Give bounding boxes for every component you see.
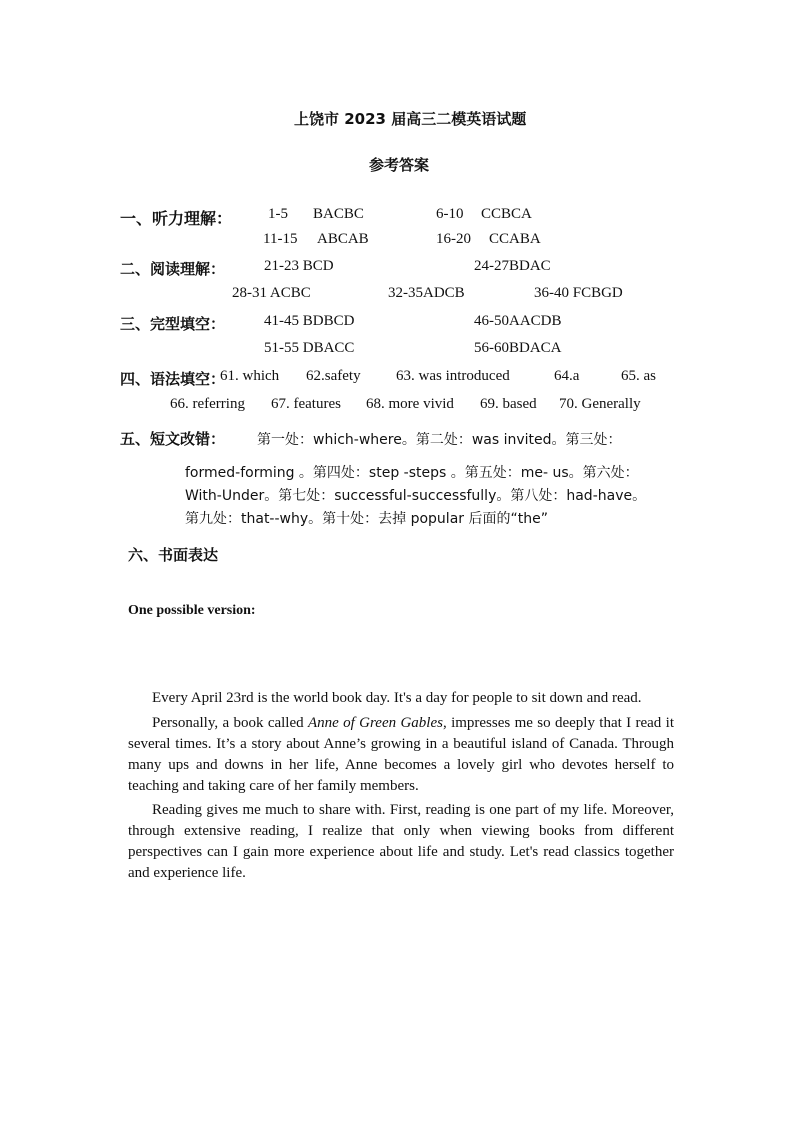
answer-item: 65. as (621, 368, 656, 384)
answer-value: CCBCA (481, 206, 532, 222)
answer-item: 24-27BDAC (474, 258, 551, 274)
answer-item: 70. Generally (559, 396, 641, 412)
answer-item: 41-45 BDBCD (264, 313, 355, 329)
essay-paragraph-2 (128, 713, 674, 797)
page-subtitle: 参考答案 (369, 156, 430, 174)
answer-item: 56-60BDACA (474, 340, 562, 356)
answer-value: CCABA (489, 231, 541, 247)
section-cloze-heading: 三、完型填空： (120, 315, 226, 333)
answer-value: BACBC (313, 206, 364, 222)
answer-item: 32-35ADCB (388, 285, 465, 301)
correction-line: With-Under。第七处：successful-successfully。第八处：had-have。 (185, 488, 647, 504)
answer-item: 61. which (220, 368, 280, 384)
answer-item: 46-50AACDB (474, 313, 562, 329)
answer-range: 6-10 (436, 206, 464, 222)
one-possible-version-label: One possible version: (128, 603, 256, 618)
answer-range: 1-5 (268, 206, 288, 222)
answer-item: 68. more vivid (366, 396, 454, 412)
essay-paragraph-1: Every April 23rd is the world book day. It's a day for people to sit down and read. (152, 690, 642, 706)
section-reading-heading: 二、阅读理解： (120, 260, 226, 278)
correction-line: formed-forming 。第四处：step -steps 。第五处：me- us。第六处： (185, 465, 639, 481)
answer-item: 69. based (480, 396, 537, 412)
answer-item: 64.a (554, 368, 580, 384)
answer-item: 51-55 DBACC (264, 340, 355, 356)
correction-line: 第九处：that--why。第十处：去掉 popular 后面的“the” (185, 511, 548, 527)
answer-item: 28-31 ACBC (232, 285, 311, 301)
answer-value: ABCAB (317, 231, 369, 247)
answer-range: 11-15 (263, 231, 298, 247)
section-writing-heading: 六、书面表达 (128, 546, 219, 564)
section-grammar-heading: 四、语法填空： (120, 370, 226, 388)
answer-range: 16-20 (436, 231, 471, 247)
page-title: 上饶市 2023 届高三二模英语试题 (294, 110, 527, 128)
essay-paragraph-3: Reading gives me much to share with. First, reading is one part of my life. Moreover, through extensive reading, I realize that only when viewing books from different perspectives can I gain more experience about life and study. Let's read classics together and experience life. (128, 802, 674, 881)
answer-item: 66. referring (170, 396, 245, 412)
answer-item: 67. features (271, 396, 341, 412)
section-listening-heading: 一、听力理解： (120, 209, 233, 228)
answer-item: 62.safety (306, 368, 361, 384)
answer-item: 63. was introduced (396, 368, 510, 384)
essay-text: , impresses me so deeply that I read it several times. It’s a story about Anne’s growing in a beautiful island of Canada. Through many ups and downs in her life, Anne becomes a lovely girl who devotes herself to teaching and taking care of her family members. (128, 715, 674, 794)
correction-line: 第一处：which-where。第二处：was invited。第三处： (257, 432, 622, 448)
section-correction-heading: 五、短文改错： (120, 430, 226, 448)
answer-item: 36-40 FCBGD (534, 285, 623, 301)
book-title: Anne of Green Gables (307, 715, 443, 731)
essay-text: Personally, a book called (152, 715, 308, 731)
answer-item: 21-23 BCD (264, 258, 334, 274)
